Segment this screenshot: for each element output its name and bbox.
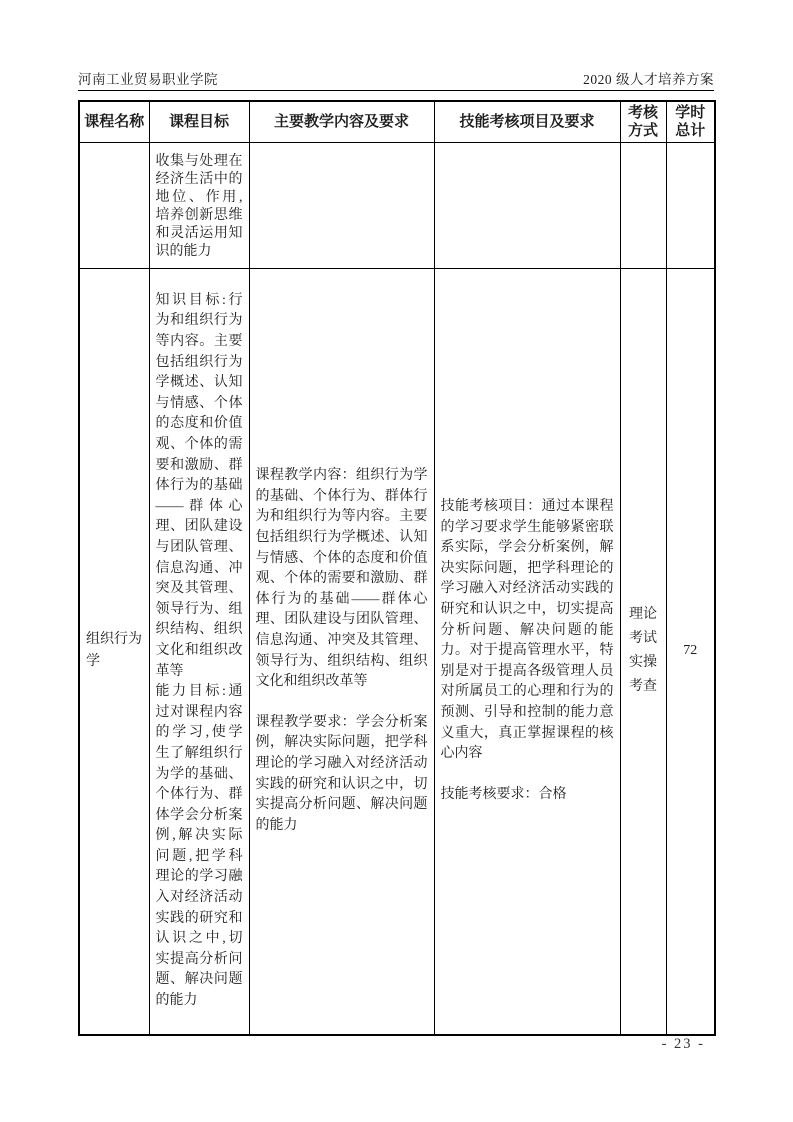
col-header-hours: 学时总计 (666, 101, 715, 143)
skill-assessment-requirement-text: 技能考核要求：合格 (440, 786, 567, 802)
cell-content-empty (249, 143, 434, 269)
header-school-name: 河南工业贸易职业学院 (78, 72, 218, 87)
header-rule (78, 90, 714, 91)
col-header-content: 主要教学内容及要求 (249, 101, 434, 143)
cell-objectives (149, 269, 249, 1035)
cell-assessment-method: 理论考试实操考查 (620, 269, 666, 1035)
header-plan-title: 2020 级人才培养方案 (583, 72, 714, 87)
cell-objectives-continued (149, 143, 249, 269)
course-plan-table (78, 100, 716, 1036)
col-header-course-name: 课程名称 (79, 101, 149, 143)
col-header-method: 考核方式 (620, 101, 666, 143)
skill-assessment-project-text: 技能考核项目：通过本课程的学习要求学生能够紧密联系实际，学会分析案例，解决实际问题，把学科理论的学习融入对经济活动实践的研究和认识之中，切实提高分析问题、解决问题的能力。对于提高管理水平，特别是对于提高各级管理人员对所属员工的心理和行为的预测、引导和控制的能力意义重大，真正掌握课程的核心内容 (440, 499, 614, 762)
cell-total-hours: 72 (666, 269, 715, 1035)
cell-skill-assessment (434, 269, 620, 1035)
table-row-organizational-behavior (79, 269, 715, 1035)
cell-assessment-empty (434, 143, 620, 269)
cell-course-name: 组织行为学 (79, 269, 149, 1035)
objectives-knowledge-text: 知识目标:行为和组织行为等内容。主要包括组织行为学概述、认知与情感、个体的态度和价值观、个体的需要和激励、群体行为的基础——群体心理、团队建设与团队管理、信息沟通、冲突及其管理、领导行为、组织结构、组织文化和组织改革等 (155, 292, 243, 679)
col-header-objectives: 课程目标 (149, 101, 249, 143)
cell-teaching-content (249, 269, 434, 1035)
teaching-content-text: 课程教学内容：组织行为学的基础、个体行为、群体行为和组织行为等内容。主要包括组织行为学概述、认知与情感、个体的态度和价值观、个体的需要和激励、群体行为的基础——群体心理、团队建设与团队管理、信息沟通、冲突及其管理、领导行为、组织结构、组织文化和组织改革等 (255, 468, 428, 690)
cell-course-name-empty (79, 143, 149, 269)
teaching-requirement-text: 课程教学要求：学会分析案例，解决实际问题，把学科理论的学习融入对经济活动实践的研究和认识之中，切实提高分析问题、解决问题的能力 (255, 714, 428, 833)
page-number: - 23 - (661, 1036, 705, 1052)
col-header-assessment: 技能考核项目及要求 (434, 101, 620, 143)
table-header-row (79, 101, 715, 143)
objectives-ability-text: 能力目标:通过对课程内容的学习,使学生了解组织行为学的基础、个体行为、群体学会分析案例,解决实际问题,把学科理论的学习融入对经济活动实践的研究和认识之中,切实提高分析问题、解决问题的能力 (155, 684, 243, 1009)
cell-method-empty (620, 143, 666, 269)
running-header (78, 68, 714, 88)
cell-hours-empty (666, 143, 715, 269)
table-row-continued (79, 143, 715, 269)
objectives-continued-text: 收集与处理在经济生活中的地位、作用,培养创新思维和灵活运用知识的能力 (155, 153, 243, 259)
